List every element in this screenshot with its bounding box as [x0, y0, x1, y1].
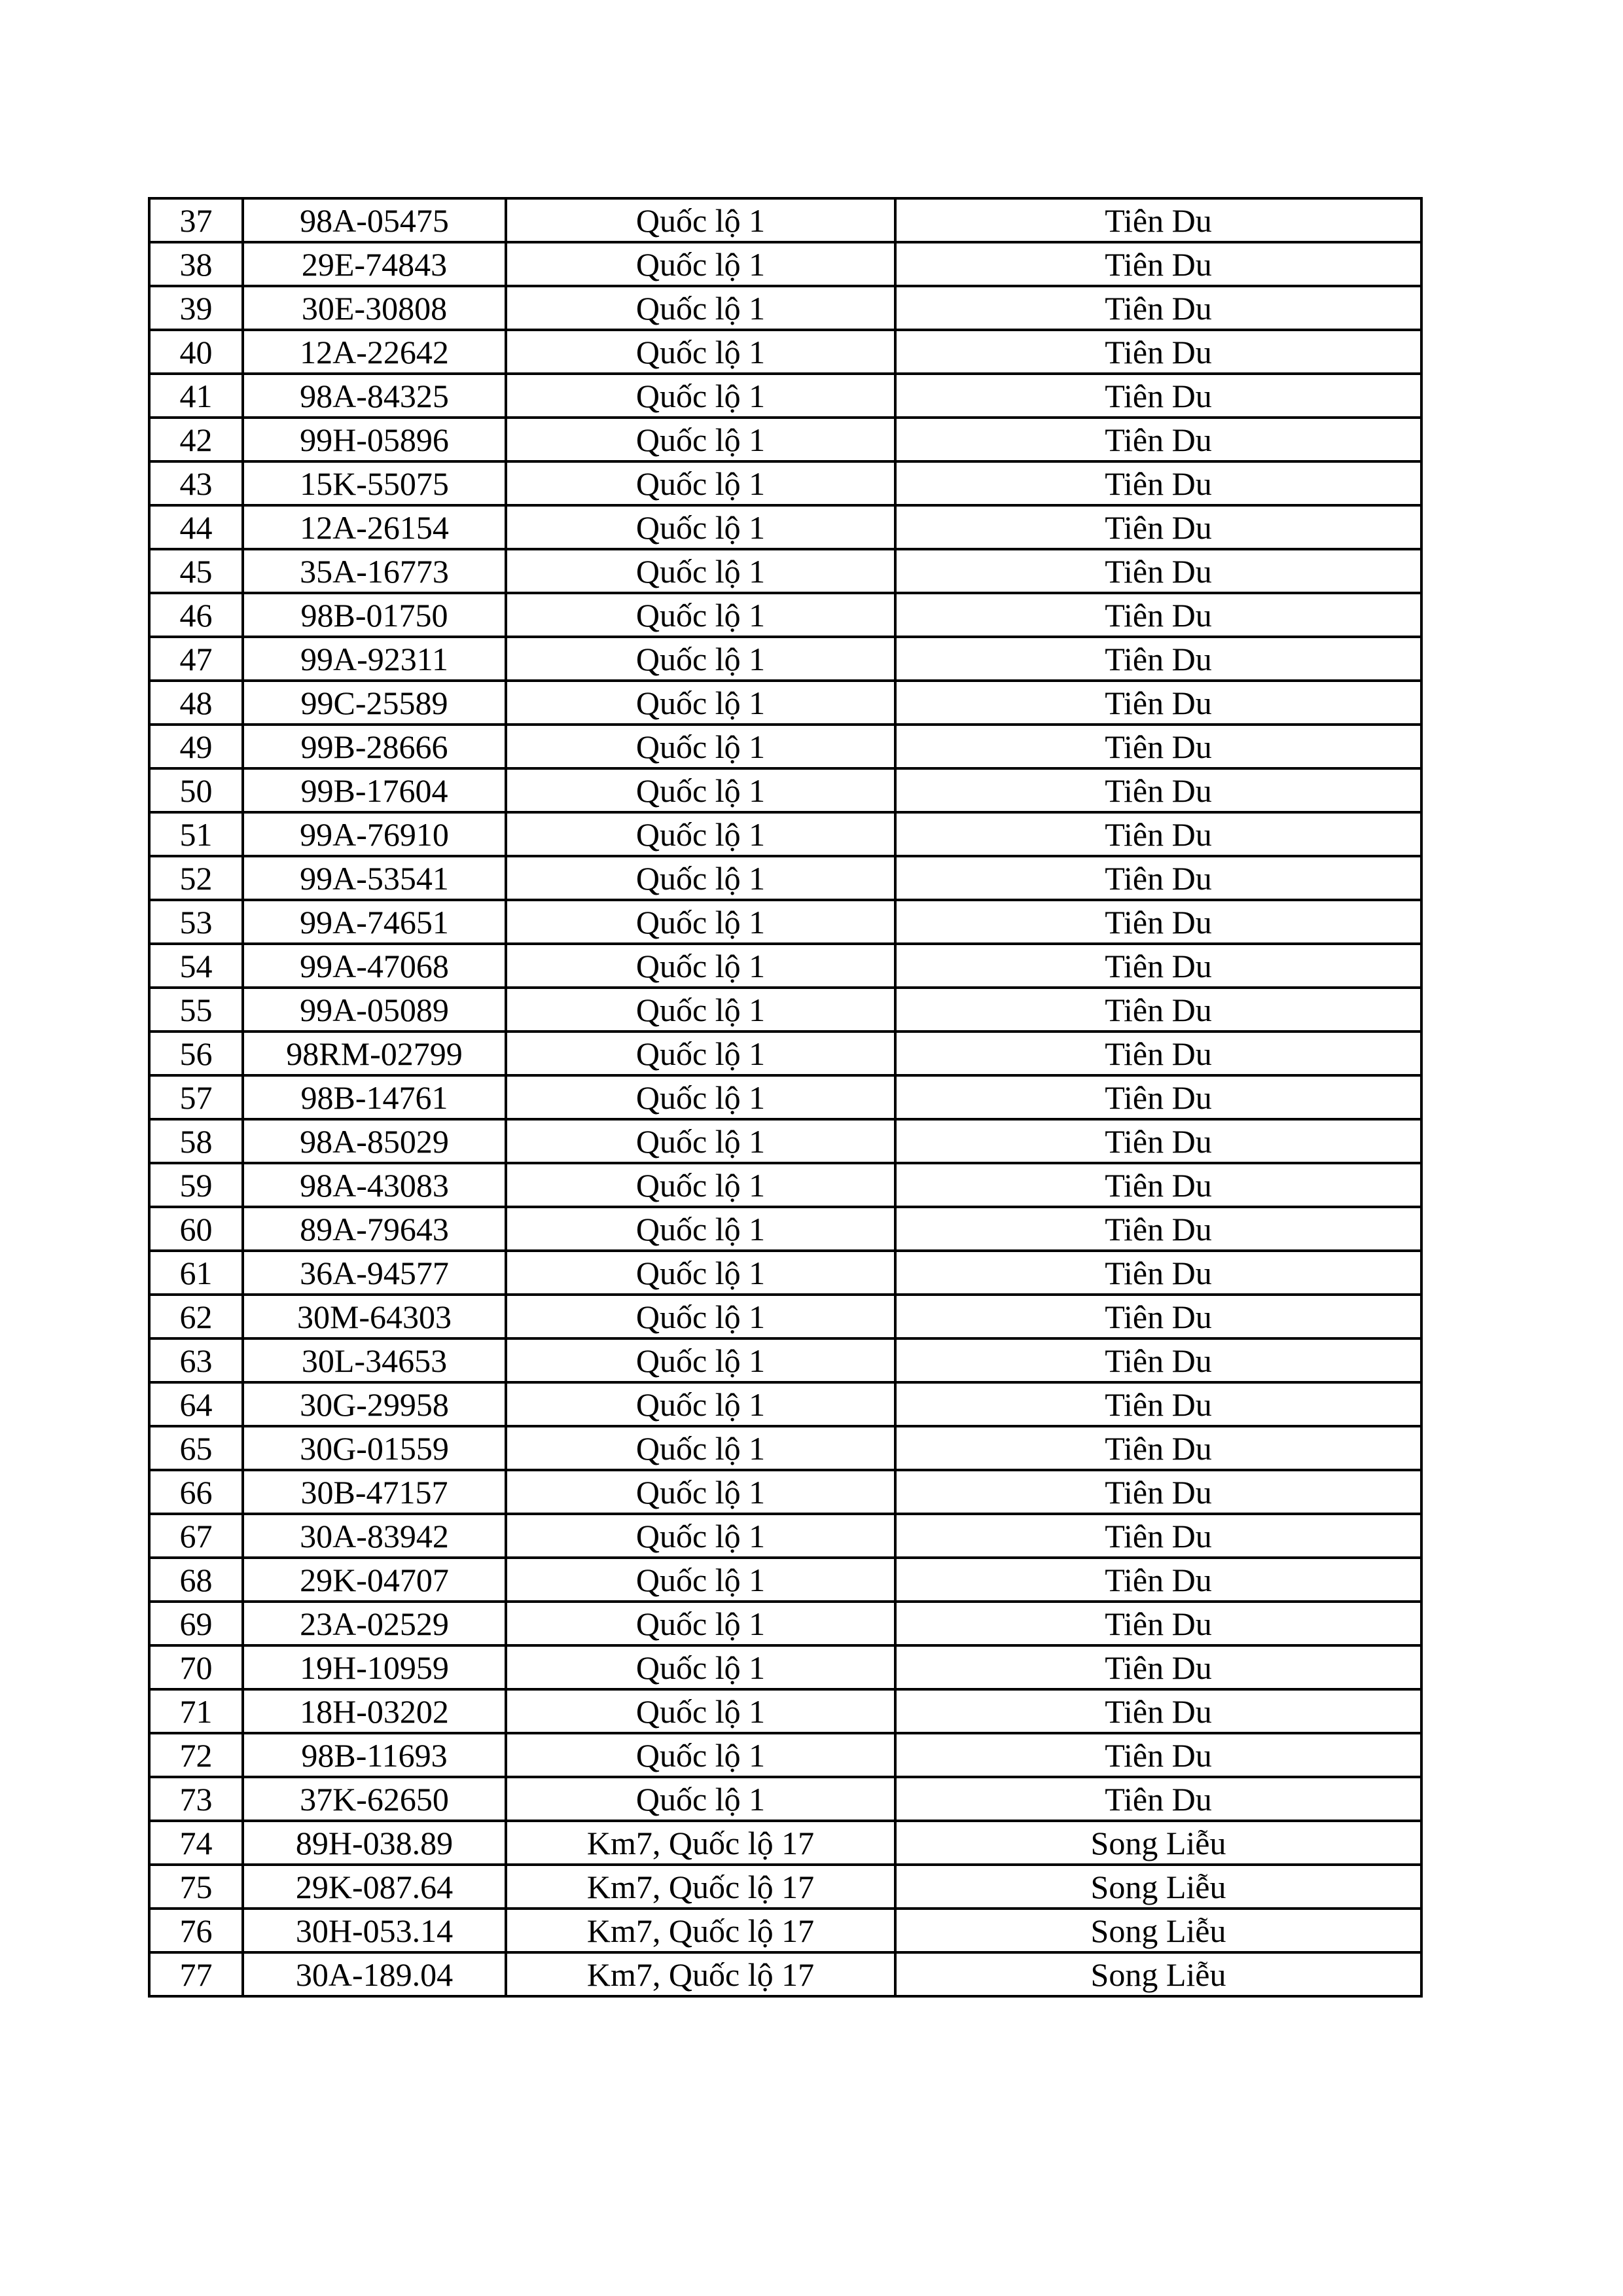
location-cell: Quốc lộ 1	[506, 1338, 895, 1382]
area-cell: Tiên Du	[895, 418, 1421, 461]
row-number-cell: 51	[149, 812, 243, 856]
license-plate-cell: 12A-22642	[243, 330, 506, 374]
area-cell: Tiên Du	[895, 900, 1421, 944]
row-number-cell: 64	[149, 1382, 243, 1426]
row-number-cell: 53	[149, 900, 243, 944]
license-plate-cell: 98RM-02799	[243, 1031, 506, 1075]
location-cell: Quốc lộ 1	[506, 1514, 895, 1558]
license-plate-cell: 99A-74651	[243, 900, 506, 944]
row-number-cell: 76	[149, 1909, 243, 1952]
area-cell: Tiên Du	[895, 1470, 1421, 1514]
location-cell: Quốc lộ 1	[506, 1777, 895, 1821]
table-row	[149, 242, 1421, 286]
area-cell: Tiên Du	[895, 242, 1421, 286]
license-plate-cell: 18H-03202	[243, 1689, 506, 1733]
records-table	[148, 197, 1423, 1998]
area-cell: Song Liễu	[895, 1909, 1421, 1952]
area-cell: Tiên Du	[895, 1382, 1421, 1426]
area-cell: Tiên Du	[895, 1075, 1421, 1119]
table-row	[149, 1689, 1421, 1733]
location-cell: Quốc lộ 1	[506, 1733, 895, 1777]
license-plate-cell: 30L-34653	[243, 1338, 506, 1382]
row-number-cell: 37	[149, 198, 243, 242]
location-cell: Quốc lộ 1	[506, 1163, 895, 1207]
location-cell: Quốc lộ 1	[506, 286, 895, 330]
row-number-cell: 63	[149, 1338, 243, 1382]
location-cell: Quốc lộ 1	[506, 1075, 895, 1119]
table-row	[149, 856, 1421, 900]
license-plate-cell: 98B-01750	[243, 593, 506, 637]
row-number-cell: 69	[149, 1602, 243, 1645]
license-plate-cell: 30G-01559	[243, 1426, 506, 1470]
area-cell: Tiên Du	[895, 856, 1421, 900]
location-cell: Quốc lộ 1	[506, 1645, 895, 1689]
row-number-cell: 72	[149, 1733, 243, 1777]
row-number-cell: 43	[149, 461, 243, 505]
location-cell: Quốc lộ 1	[506, 1207, 895, 1251]
table-row	[149, 1163, 1421, 1207]
row-number-cell: 49	[149, 725, 243, 768]
table-row	[149, 1338, 1421, 1382]
area-cell: Tiên Du	[895, 549, 1421, 593]
table-row	[149, 1207, 1421, 1251]
area-cell: Tiên Du	[895, 505, 1421, 549]
table-row	[149, 812, 1421, 856]
location-cell: Quốc lộ 1	[506, 505, 895, 549]
license-plate-cell: 30G-29958	[243, 1382, 506, 1426]
table-row	[149, 1470, 1421, 1514]
location-cell: Quốc lộ 1	[506, 1558, 895, 1602]
license-plate-cell: 23A-02529	[243, 1602, 506, 1645]
table-row	[149, 1119, 1421, 1163]
row-number-cell: 42	[149, 418, 243, 461]
table-row	[149, 1251, 1421, 1295]
location-cell: Quốc lộ 1	[506, 1689, 895, 1733]
table-row	[149, 1821, 1421, 1865]
area-cell: Tiên Du	[895, 286, 1421, 330]
row-number-cell: 39	[149, 286, 243, 330]
area-cell: Tiên Du	[895, 1777, 1421, 1821]
license-plate-cell: 29E-74843	[243, 242, 506, 286]
row-number-cell: 52	[149, 856, 243, 900]
location-cell: Quốc lộ 1	[506, 1470, 895, 1514]
location-cell: Quốc lộ 1	[506, 1602, 895, 1645]
table-row	[149, 593, 1421, 637]
license-plate-cell: 36A-94577	[243, 1251, 506, 1295]
table-row	[149, 286, 1421, 330]
table-row	[149, 374, 1421, 418]
location-cell: Quốc lộ 1	[506, 242, 895, 286]
row-number-cell: 41	[149, 374, 243, 418]
table-row	[149, 681, 1421, 725]
license-plate-cell: 30H-053.14	[243, 1909, 506, 1952]
area-cell: Song Liễu	[895, 1952, 1421, 1996]
row-number-cell: 45	[149, 549, 243, 593]
row-number-cell: 61	[149, 1251, 243, 1295]
row-number-cell: 56	[149, 1031, 243, 1075]
area-cell: Tiên Du	[895, 1031, 1421, 1075]
table-row	[149, 1645, 1421, 1689]
row-number-cell: 68	[149, 1558, 243, 1602]
area-cell: Tiên Du	[895, 1602, 1421, 1645]
license-plate-cell: 89A-79643	[243, 1207, 506, 1251]
license-plate-cell: 35A-16773	[243, 549, 506, 593]
row-number-cell: 71	[149, 1689, 243, 1733]
license-plate-cell: 99A-05089	[243, 988, 506, 1031]
row-number-cell: 70	[149, 1645, 243, 1689]
row-number-cell: 55	[149, 988, 243, 1031]
location-cell: Quốc lộ 1	[506, 374, 895, 418]
table-row	[149, 725, 1421, 768]
area-cell: Tiên Du	[895, 812, 1421, 856]
table-row	[149, 1382, 1421, 1426]
table-body	[149, 198, 1421, 1996]
license-plate-cell: 19H-10959	[243, 1645, 506, 1689]
license-plate-cell: 98A-84325	[243, 374, 506, 418]
license-plate-cell: 99C-25589	[243, 681, 506, 725]
location-cell: Quốc lộ 1	[506, 418, 895, 461]
table-row	[149, 461, 1421, 505]
area-cell: Tiên Du	[895, 725, 1421, 768]
area-cell: Tiên Du	[895, 637, 1421, 681]
location-cell: Quốc lộ 1	[506, 768, 895, 812]
location-cell: Quốc lộ 1	[506, 1031, 895, 1075]
row-number-cell: 48	[149, 681, 243, 725]
license-plate-cell: 99B-28666	[243, 725, 506, 768]
license-plate-cell: 30A-83942	[243, 1514, 506, 1558]
license-plate-cell: 99H-05896	[243, 418, 506, 461]
area-cell: Tiên Du	[895, 330, 1421, 374]
area-cell: Tiên Du	[895, 593, 1421, 637]
area-cell: Tiên Du	[895, 1119, 1421, 1163]
area-cell: Tiên Du	[895, 374, 1421, 418]
area-cell: Tiên Du	[895, 681, 1421, 725]
row-number-cell: 58	[149, 1119, 243, 1163]
location-cell: Quốc lộ 1	[506, 681, 895, 725]
license-plate-cell: 30B-47157	[243, 1470, 506, 1514]
location-cell: Quốc lộ 1	[506, 330, 895, 374]
table-row	[149, 505, 1421, 549]
table-row	[149, 1514, 1421, 1558]
license-plate-cell: 98A-05475	[243, 198, 506, 242]
location-cell: Quốc lộ 1	[506, 461, 895, 505]
location-cell: Quốc lộ 1	[506, 856, 895, 900]
row-number-cell: 60	[149, 1207, 243, 1251]
area-cell: Tiên Du	[895, 1645, 1421, 1689]
license-plate-cell: 30A-189.04	[243, 1952, 506, 1996]
table-row	[149, 768, 1421, 812]
location-cell: Quốc lộ 1	[506, 637, 895, 681]
row-number-cell: 46	[149, 593, 243, 637]
license-plate-cell: 99B-17604	[243, 768, 506, 812]
location-cell: Km7, Quốc lộ 17	[506, 1909, 895, 1952]
row-number-cell: 59	[149, 1163, 243, 1207]
license-plate-cell: 30M-64303	[243, 1295, 506, 1338]
license-plate-cell: 15K-55075	[243, 461, 506, 505]
license-plate-cell: 30E-30808	[243, 286, 506, 330]
location-cell: Quốc lộ 1	[506, 549, 895, 593]
row-number-cell: 47	[149, 637, 243, 681]
area-cell: Tiên Du	[895, 1295, 1421, 1338]
area-cell: Song Liễu	[895, 1865, 1421, 1909]
area-cell: Tiên Du	[895, 988, 1421, 1031]
area-cell: Tiên Du	[895, 198, 1421, 242]
license-plate-cell: 12A-26154	[243, 505, 506, 549]
area-cell: Tiên Du	[895, 1338, 1421, 1382]
license-plate-cell: 89H-038.89	[243, 1821, 506, 1865]
area-cell: Tiên Du	[895, 1514, 1421, 1558]
table-row	[149, 1909, 1421, 1952]
row-number-cell: 66	[149, 1470, 243, 1514]
table-row	[149, 330, 1421, 374]
table-row	[149, 637, 1421, 681]
location-cell: Km7, Quốc lộ 17	[506, 1821, 895, 1865]
area-cell: Tiên Du	[895, 1251, 1421, 1295]
table-row	[149, 1865, 1421, 1909]
location-cell: Quốc lộ 1	[506, 1382, 895, 1426]
area-cell: Tiên Du	[895, 1689, 1421, 1733]
location-cell: Quốc lộ 1	[506, 988, 895, 1031]
license-plate-cell: 29K-087.64	[243, 1865, 506, 1909]
license-plate-cell: 99A-53541	[243, 856, 506, 900]
license-plate-cell: 98A-85029	[243, 1119, 506, 1163]
location-cell: Quốc lộ 1	[506, 900, 895, 944]
area-cell: Tiên Du	[895, 944, 1421, 988]
license-plate-cell: 98B-11693	[243, 1733, 506, 1777]
area-cell: Tiên Du	[895, 1163, 1421, 1207]
table-row	[149, 1031, 1421, 1075]
license-plate-cell: 99A-47068	[243, 944, 506, 988]
table-row	[149, 1075, 1421, 1119]
table-row	[149, 1602, 1421, 1645]
table-row	[149, 1558, 1421, 1602]
area-cell: Tiên Du	[895, 1426, 1421, 1470]
table-row	[149, 1295, 1421, 1338]
table-row	[149, 1733, 1421, 1777]
license-plate-cell: 98A-43083	[243, 1163, 506, 1207]
location-cell: Km7, Quốc lộ 17	[506, 1865, 895, 1909]
license-plate-cell: 37K-62650	[243, 1777, 506, 1821]
row-number-cell: 73	[149, 1777, 243, 1821]
row-number-cell: 50	[149, 768, 243, 812]
table-row	[149, 944, 1421, 988]
row-number-cell: 38	[149, 242, 243, 286]
area-cell: Tiên Du	[895, 1558, 1421, 1602]
row-number-cell: 67	[149, 1514, 243, 1558]
location-cell: Quốc lộ 1	[506, 1426, 895, 1470]
license-plate-cell: 29K-04707	[243, 1558, 506, 1602]
table-row	[149, 418, 1421, 461]
location-cell: Quốc lộ 1	[506, 1295, 895, 1338]
location-cell: Quốc lộ 1	[506, 1119, 895, 1163]
row-number-cell: 44	[149, 505, 243, 549]
table-row	[149, 1426, 1421, 1470]
table-row	[149, 1777, 1421, 1821]
row-number-cell: 75	[149, 1865, 243, 1909]
area-cell: Tiên Du	[895, 1733, 1421, 1777]
location-cell: Quốc lộ 1	[506, 198, 895, 242]
area-cell: Tiên Du	[895, 1207, 1421, 1251]
license-plate-cell: 99A-92311	[243, 637, 506, 681]
location-cell: Quốc lộ 1	[506, 1251, 895, 1295]
location-cell: Km7, Quốc lộ 17	[506, 1952, 895, 1996]
row-number-cell: 40	[149, 330, 243, 374]
table-row	[149, 988, 1421, 1031]
location-cell: Quốc lộ 1	[506, 593, 895, 637]
row-number-cell: 77	[149, 1952, 243, 1996]
row-number-cell: 62	[149, 1295, 243, 1338]
row-number-cell: 57	[149, 1075, 243, 1119]
table-row	[149, 549, 1421, 593]
area-cell: Tiên Du	[895, 461, 1421, 505]
location-cell: Quốc lộ 1	[506, 812, 895, 856]
location-cell: Quốc lộ 1	[506, 944, 895, 988]
area-cell: Tiên Du	[895, 768, 1421, 812]
table-row	[149, 1952, 1421, 1996]
license-plate-cell: 99A-76910	[243, 812, 506, 856]
license-plate-cell: 98B-14761	[243, 1075, 506, 1119]
location-cell: Quốc lộ 1	[506, 725, 895, 768]
row-number-cell: 54	[149, 944, 243, 988]
area-cell: Song Liễu	[895, 1821, 1421, 1865]
table-row	[149, 900, 1421, 944]
row-number-cell: 74	[149, 1821, 243, 1865]
table-row	[149, 198, 1421, 242]
row-number-cell: 65	[149, 1426, 243, 1470]
